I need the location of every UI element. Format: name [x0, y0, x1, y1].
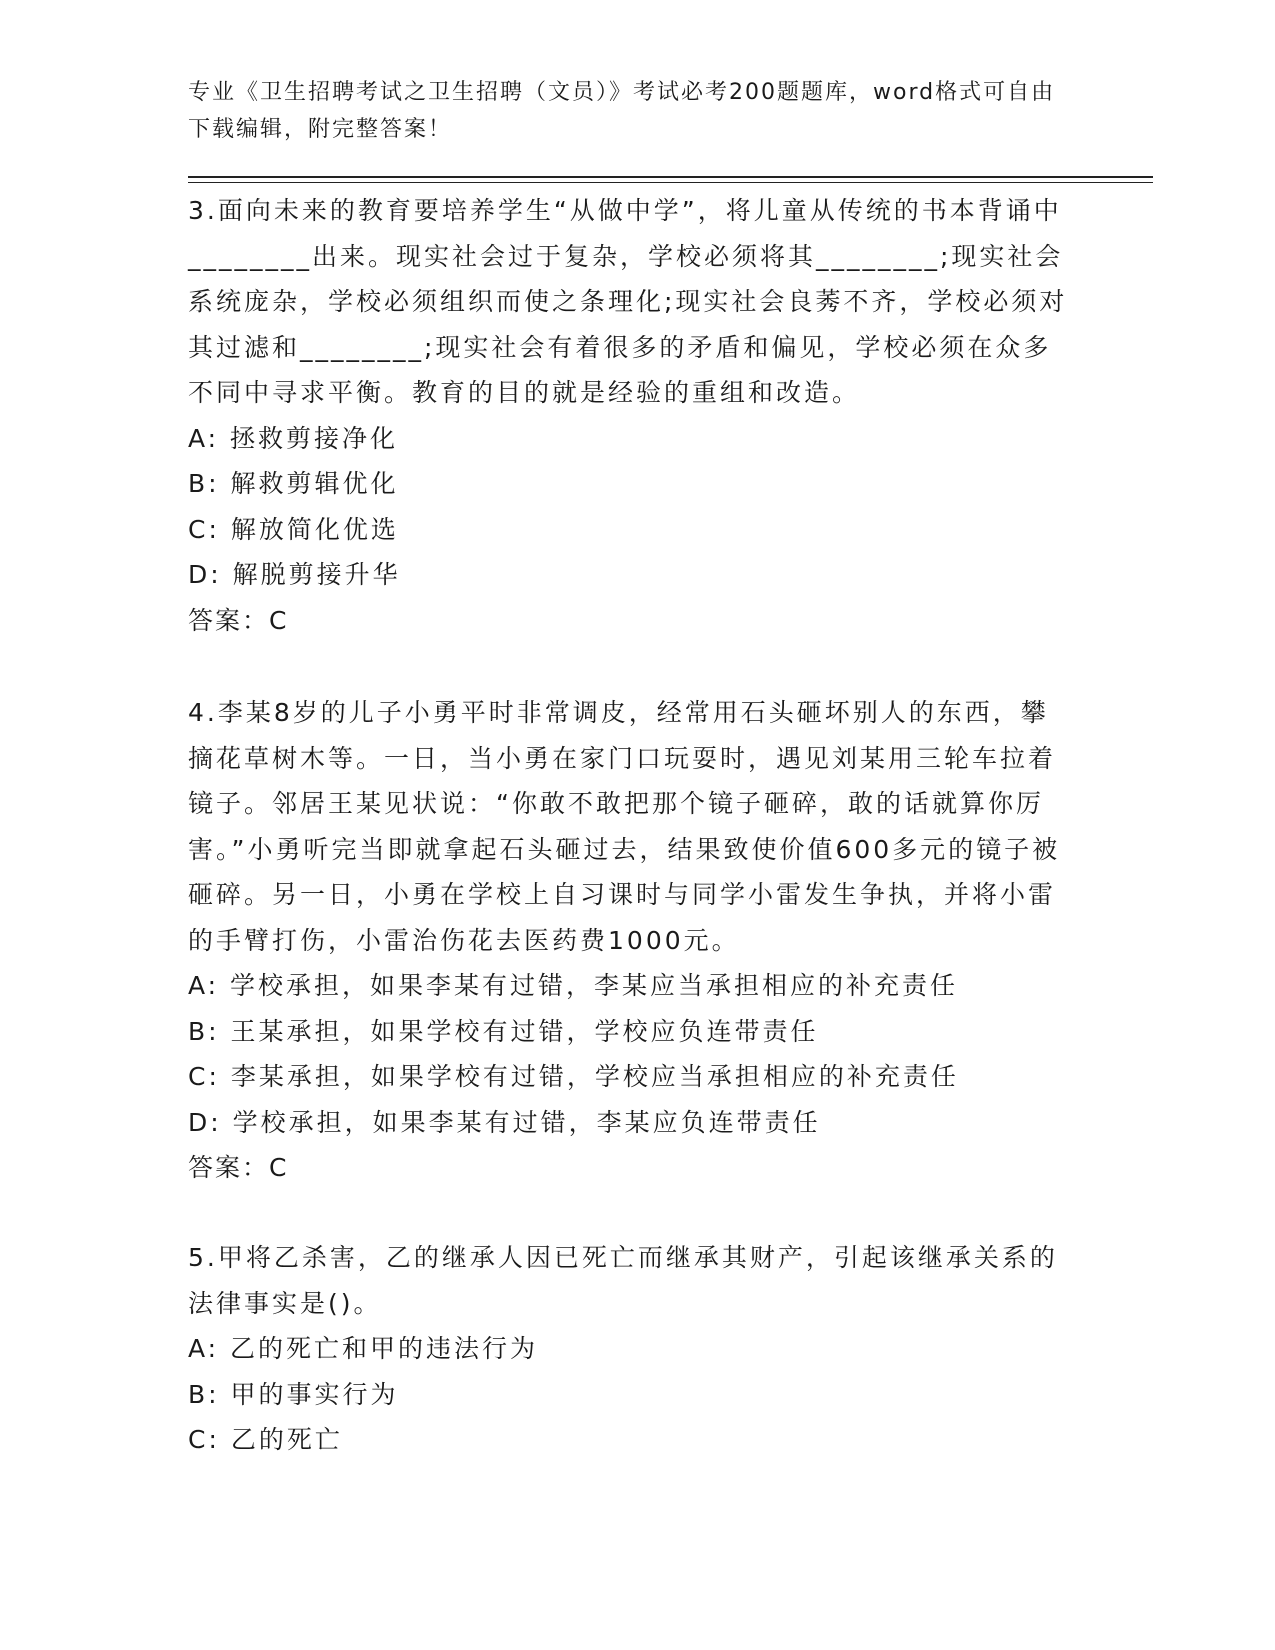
- question-3: [188, 188, 1068, 643]
- question-text: 4.李某8岁的儿子小勇平时非常调皮，经常用石头砸坏别人的东西，攀摘花草树木等。一日，当小勇在家门口玩耍时，遇见刘某用三轮车拉着镜子。邻居王某见状说：“你敢不敢把那个镜子砸碎，敢的话就算你厉害。”小勇听完当即就拿起石头砸过去，结果致使价值600多元的镜子被砸碎。另一日，小勇在学校上自习课时与同学小雷发生争执，并将小雷的手臂打伤，小雷治伤花去医药费1000元。: [188, 698, 1061, 955]
- option-b: B: 甲的事实行为: [188, 1379, 399, 1409]
- option-a: A: 拯救剪接净化: [188, 423, 399, 453]
- option-c: C: 解放简化优选: [188, 514, 399, 544]
- option-c: C: 李某承担，如果学校有过错，学校应当承担相应的补充责任: [188, 1062, 959, 1091]
- option-c: C: 乙的死亡: [188, 1425, 343, 1454]
- option-a: A: 乙的死亡和甲的违法行为: [188, 1334, 539, 1363]
- option-d: D: 学校承担，如果李某有过错，李某应负连带责任: [188, 1107, 821, 1137]
- answer: 答案：C: [188, 1153, 289, 1182]
- header-divider-thick: [188, 176, 1153, 178]
- question-text: 3.面向未来的教育要培养学生“从做中学”，将儿童从传统的书本背诵中________出来。现实社会过于复杂，学校必须将其________;现实社会系统庞杂，学校必须组织而使之条理化;现实社会良莠不齐，学校必须对其过滤和________;现实社会有着很多的矛盾和偏见，学校必须在众多不同中寻求平衡。教育的目的就是经验的重组和改造。: [188, 196, 1068, 407]
- header-divider-thin: [188, 182, 1153, 183]
- question-text: 5.甲将乙杀害，乙的继承人因已死亡而继承其财产，引起该继承关系的法律事实是()。: [188, 1243, 1058, 1318]
- question-4: [188, 690, 1068, 1191]
- option-a: A: 学校承担，如果李某有过错，李某应当承担相应的补充责任: [188, 971, 959, 1000]
- option-b: B: 王某承担，如果学校有过错，学校应负连带责任: [188, 1016, 819, 1046]
- document-header: 专业《卫生招聘考试之卫生招聘（文员）》考试必考200题题库，word格式可自由下载编辑，附完整答案！: [188, 80, 1056, 142]
- option-b: B: 解救剪辑优化: [188, 469, 399, 498]
- option-d: D: 解脱剪接升华: [188, 560, 401, 589]
- answer: 答案：C: [188, 605, 289, 635]
- question-5: [188, 1235, 1068, 1463]
